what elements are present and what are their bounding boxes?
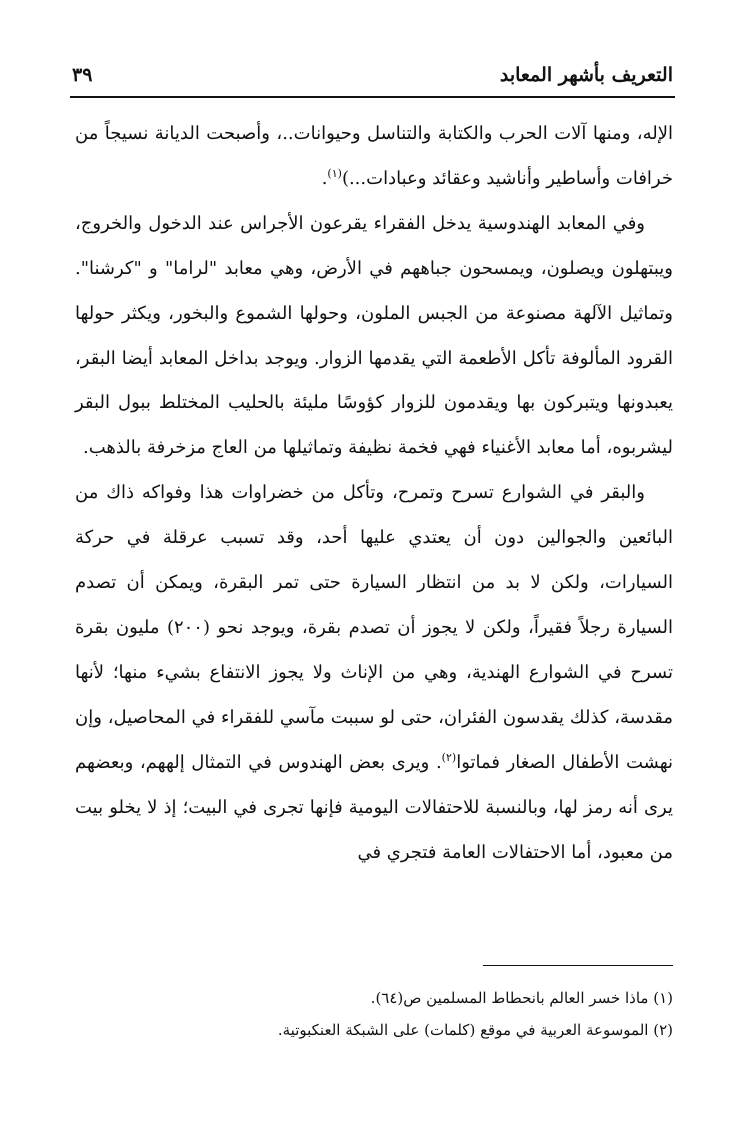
paragraph (75, 112, 673, 202)
paragraph-text-tail: . (321, 167, 328, 189)
paragraph-text: الإله، ومنها آلات الحرب والكتابة والتناسل وحيوانات..، وأصبحت الديانة نسيجاً من خرافات وأساطير وأناشيد وعقائد وعبادات...) (75, 123, 673, 189)
paragraph-text-tail: . ويرى بعض الهندوس في التمثال إلههم، وبعضهم يرى أنه رمز لها، وبالنسبة للاحتفالات اليومية فإنها تجرى في البيت؛ إذ لا يخلو بيت من معبود، أما الاحتفالات العامة فتجري في (75, 751, 673, 863)
running-header (72, 58, 673, 92)
paragraph-text: وفي المعابد الهندوسية يدخل الفقراء يقرعون الأجراس عند الدخول والخروج، ويبتهلون ويصلون، ويمسحون جباههم في الأرض، وهي معابد "لراما" و "كرشنا". وتماثيل الآلهة مصنوعة من الجبس الملون، وحولها الشموع والبخور، ويكثر حولها القرود المألوفة تأكل الأطعمة التي يقدمها الزوار. ويوجد بداخل المعابد أيضا البقر، يعبدونها ويتبركون بها ويقدمون للزوار كؤوسًا مليئة بالحليب المختلط ببول البقر ليشربوه، أما معابد الأغنياء فهي فخمة نظيفة وتماثيلها من العاج مزخرفة بالذهب. (75, 212, 673, 459)
footnote-ref: (١) (327, 166, 342, 180)
paragraph (75, 202, 673, 471)
header-divider (70, 96, 675, 98)
footnote: (٢) الموسوعة العربية في موقع (كلمات) على الشبكة العنكبوتية. (277, 1021, 673, 1039)
running-title: التعريف بأشهر المعابد (499, 64, 673, 86)
footnotes (75, 982, 673, 1046)
page-number: ٣٩ (72, 64, 93, 86)
footnote-divider (483, 965, 673, 966)
footnote-ref: (٢) (441, 750, 457, 764)
paragraph-text: والبقر في الشوارع تسرح وتمرح، وتأكل من خضراوات هذا وفواكه ذاك من البائعين والجوالين دون أن يعتدي عليها أحد، وقد تسبب عرقلة في حركة السيارات، ولكن لا بد من انتظار السيارة حتى تمر البقرة، ويمكن أن تصدم السيارة رجلاً فقيراً، ولكن لا يجوز أن تصدم بقرة، ويوجد نحو (٢٠٠) مليون بقرة تسرح في الشوارع الهندية، وهي من الإناث ولا يجوز الانتفاع بشيء منها؛ لأنها مقدسة، كذلك يقدسون الفئران، حتى لو سببت مآسي للفقراء في المحاصيل، وإن نهشت الأطفال الصغار فماتوا (75, 482, 673, 773)
footnote: (١) ماذا خسر العالم بانحطاط المسلمين ص(٦٤). (370, 989, 673, 1007)
body-text (75, 112, 673, 875)
paragraph (75, 471, 673, 875)
